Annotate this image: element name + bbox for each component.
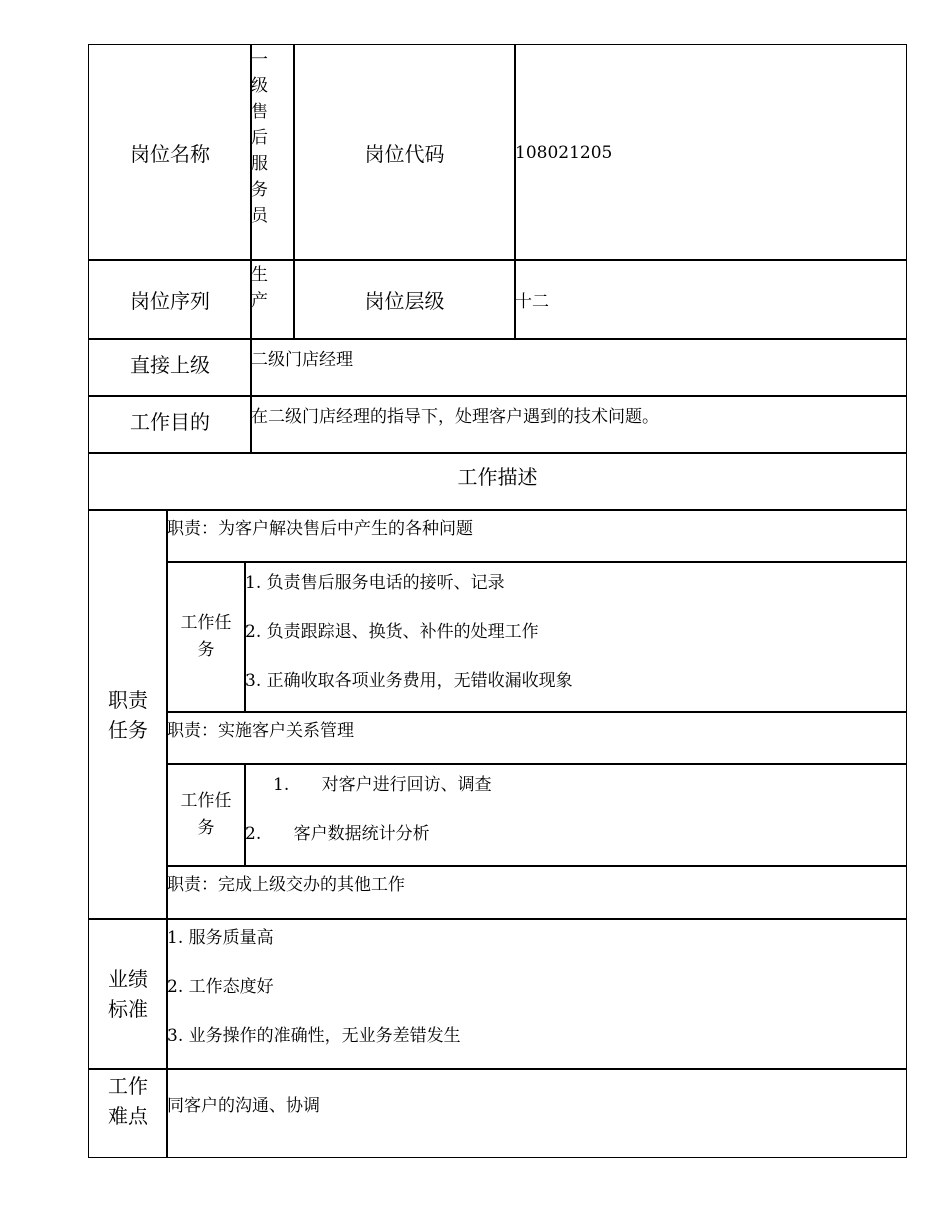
duty-1-task-label: 工作任 务 — [166, 561, 246, 713]
post-series-label: 岗位序列 — [88, 259, 252, 340]
list-item: 3. 业务操作的准确性，无业务差错发生 — [167, 1026, 461, 1046]
difficulty-label: 工作 难点 — [88, 1068, 168, 1158]
post-level-value-cell — [514, 259, 907, 340]
post-series-value: 生产 — [251, 265, 268, 311]
post-name-label: 岗位名称 — [88, 44, 252, 261]
list-item: 2. 工作态度好 — [167, 977, 274, 997]
list-item: 1. 服务质量高 — [167, 928, 274, 948]
list-item: 2. 客户数据统计分析 — [245, 824, 430, 844]
supervisor-label: 直接上级 — [88, 338, 252, 397]
post-code-label: 岗位代码 — [293, 44, 516, 261]
list-item: 3. 正确收取各项业务费用，无错收漏收现象 — [245, 671, 573, 691]
post-name-value: 一级售后服务员 — [251, 50, 268, 226]
post-name-value-cell — [250, 44, 295, 261]
duty-2-task-label: 工作任 务 — [166, 763, 246, 867]
post-series-value-cell — [250, 259, 295, 340]
post-code-value: 108021205 — [515, 142, 613, 163]
post-code-value-cell — [514, 44, 907, 261]
duty-1: 职责：为客户解决售后中产生的各种问题 — [166, 509, 907, 563]
duties-tasks-label: 职责 任务 — [88, 509, 168, 920]
duty-2-task-list — [244, 763, 907, 867]
purpose-value: 在二级门店经理的指导下，处理客户遇到的技术问题。 — [250, 395, 907, 454]
supervisor-value: 二级门店经理 — [250, 338, 907, 397]
purpose-label: 工作目的 — [88, 395, 252, 454]
post-level-label: 岗位层级 — [293, 259, 516, 340]
list-item: 1. 对客户进行回访、调查 — [273, 775, 492, 795]
post-level-value: 十二 — [515, 292, 549, 312]
list-item: 1. 负责售后服务电话的接听、记录 — [245, 573, 505, 593]
performance-list — [166, 918, 907, 1070]
duty-3: 职责：完成上级交办的其他工作 — [166, 865, 907, 920]
performance-label: 业绩 标准 — [88, 918, 168, 1070]
list-item: 2. 负责跟踪退、换货、补件的处理工作 — [245, 622, 539, 642]
work-description-heading: 工作描述 — [88, 452, 907, 511]
duty-2: 职责：实施客户关系管理 — [166, 711, 907, 765]
job-description-form — [88, 44, 907, 1158]
duty-1-task-list — [244, 561, 907, 713]
difficulty-value: 同客户的沟通、协调 — [166, 1068, 907, 1158]
